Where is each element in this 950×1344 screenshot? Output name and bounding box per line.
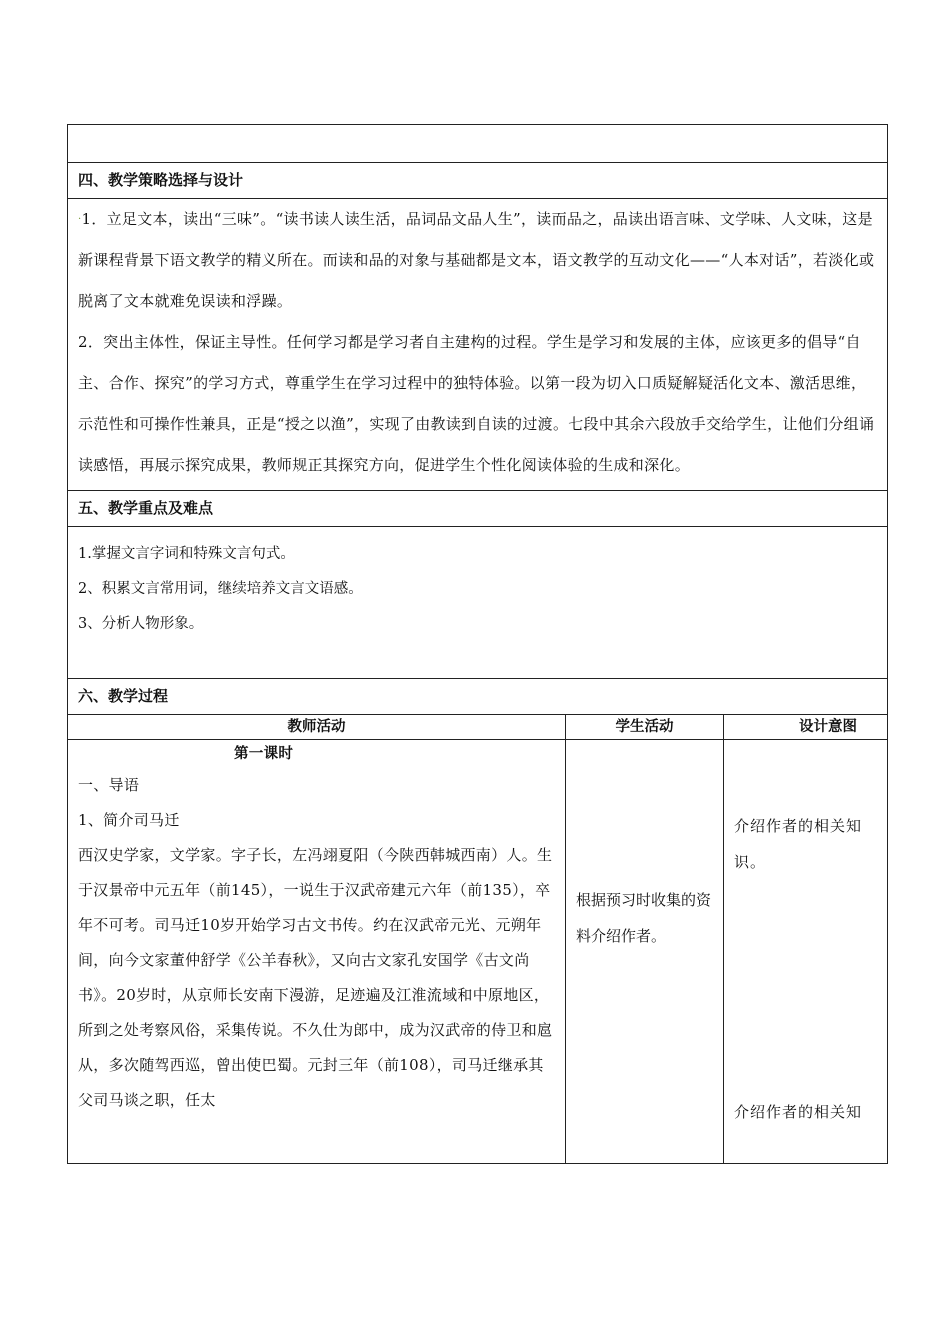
- section4-title: 四、教学策略选择与设计: [68, 163, 888, 199]
- lesson-plan-table: [67, 124, 888, 1164]
- design-intent-cell: [724, 740, 888, 1164]
- blank-row: [68, 125, 888, 163]
- section6-title: 六、教学过程: [68, 679, 888, 715]
- design-intent-2: 介绍作者的相关知: [734, 1103, 863, 1121]
- teacher-line: 一、导语: [78, 776, 140, 794]
- design-intent-1: 介绍作者的相关知识。: [734, 817, 863, 871]
- column-header-student: 学生活动: [566, 715, 724, 740]
- column-header-intent: 设计意图: [724, 715, 888, 740]
- key-point-item: 2、积累文言常用词，继续培养文言文语感。: [78, 581, 363, 597]
- document-page: [67, 124, 887, 1164]
- section5-body: [68, 527, 888, 679]
- lesson-title: 第一课时: [234, 746, 294, 762]
- key-point-item: 3、分析人物形象。: [78, 616, 204, 632]
- key-point-item: 1.掌握文言字词和特殊文言句式。: [78, 546, 295, 562]
- section4-body: [68, 199, 888, 491]
- student-activity-cell: [566, 740, 724, 1164]
- section5-title: 五、教学重点及难点: [68, 491, 888, 527]
- edit-mark-icon: ·: [78, 214, 82, 225]
- strategy-paragraph-2: 2．突出主体性，保证主导性。任何学习都是学习者自主建构的过程。学生是学习和发展的主体，应该更多的倡导“自主、合作、探究”的学习方式，尊重学生在学习过程中的独特体验。以第一段为切入口质疑解疑活化文本、激活思维，示范性和可操作性兼具，正是“授之以渔”，实现了由教读到自读的过渡。七段中其余六段放手交给学生，让他们分组诵读感悟，再展示探究成果，教师规正其探究方向，促进学生个性化阅读体验的生成和深化。: [78, 333, 875, 474]
- column-header-teacher: 教师活动: [68, 715, 566, 740]
- teacher-line: 西汉史学家，文学家。字子长，左冯翊夏阳（今陕西韩城西南）人。生于汉景帝中元五年（前145），一说生于汉武帝建元六年（前135），卒年不可考。司马迁10岁开始学习古文书传。约在汉武帝元光、元朔年间，向今文家董仲舒学《公羊春秋》，又向古文家孔安国学《古文尚书》。20岁时，从京师长安南下漫游，足迹遍及江淮流域和中原地区，所到之处考察风俗，采集传说。不久仕为郎中，成为汉武帝的侍卫和扈从，多次随驾西巡，曾出使巴蜀。元封三年（前108），司马迁继承其父司马谈之职，任太: [78, 846, 553, 1109]
- student-activity-text: 根据预习时收集的资料介绍作者。: [576, 891, 712, 945]
- teacher-line: 1、简介司马迁: [78, 811, 180, 829]
- strategy-paragraph-1: ·1．立足文本，读出“三味”。“读书读人读生活，品词品文品人生”，读而品之，品读出语言味、文学味、人文味，这是新课程背景下语文教学的精义所在。而读和品的对象与基础都是文本，语文教学的互动文化——“人本对话”，若淡化或脱离了文本就难免误读和浮躁。: [78, 210, 875, 310]
- teacher-activity-cell: [68, 740, 566, 1164]
